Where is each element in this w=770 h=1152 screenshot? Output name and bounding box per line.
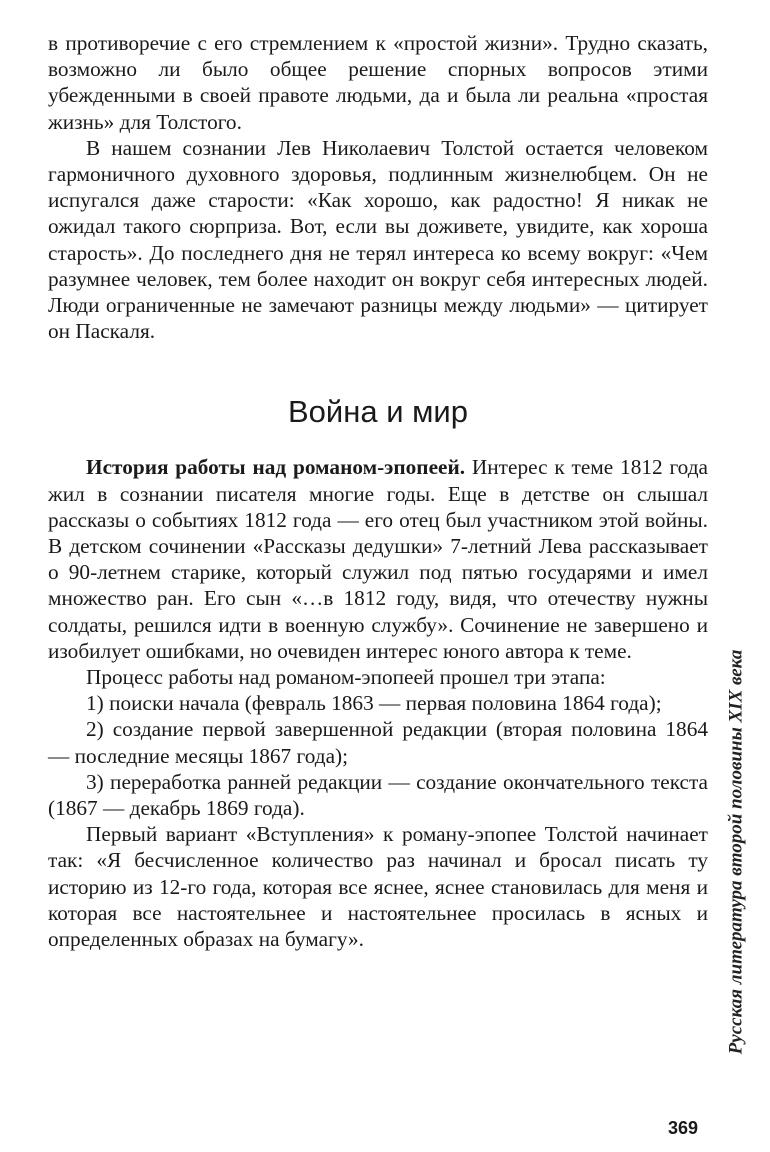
paragraph-lead-title: История работы над романом-эпопеей. [86,455,466,480]
text-column [48,30,708,952]
stage-item: 1) поиски начала (февраль 1863 — первая половина 1864 года); [86,691,662,716]
stage-item: 3) переработка ранней редакции — создание окончательного текста (1867 — декабрь 1869 года). [48,769,708,821]
paragraph-continued: в противоречие с его стремлением к «простой жизни». Трудно сказать, возможно ли было общее решение спорных вопросов этими убежденными в своей правоте людьми, да и была ли реальна «простая жизнь» для Толстого. [48,31,708,134]
paragraph-history [48,454,708,664]
side-title-text: Русская литература второй половины XIX века [725,649,747,1055]
page-number: 369 [668,1118,699,1138]
paragraph-process-intro: Процесс работы над романом-эпопеей прошел три этапа: [86,665,606,690]
stage-item: 2) создание первой завершенной редакции (вторая половина 1864 — последние месяцы 1867 года); [48,717,708,768]
paragraph-history-body: Интерес к теме 1812 года жил в сознании писателя многие годы. Еще в детстве он слышал рассказы о событиях 1812 года — его отец был участником этой войны. В детском сочинении «Рассказы дедушки» 7-летний Лева рассказывает о 90-летнем старике, который служил под пятью государями и имел множество ран. Его сын «…в 1812 году, видя, что отечеству нужны солдаты, решился идти в военную службу». Сочинение не завершено и изобилует ошибками, но очевиден интерес юного автора к теме. [48,455,708,663]
section-heading: Война и мир [287,394,468,430]
paragraph-tolstoy-health: В нашем сознании Лев Николаевич Толстой остается человеком гармоничного духовного здоровья, подлинным жизнелюбцем. Он не испугался даже старости: «Как хорошо, как радостно! Я никак не ожидал такого сюрприза. Вот, если вы доживете, увидите, как хороша старость». До последнего дня не терял интереса ко всему вокруг: «Чем разумнее человек, тем более находит он вокруг себя интересных людей. Люди ограниченные не замечают разницы между людьми» — цитирует он Паскаля. [48,135,708,344]
running-side-title [716,597,756,1107]
paragraph-closing-quote: Первый вариант «Вступления» к роману-эпопее Толстой начинает так: «Я бесчисленное количество раз начинал и бросал писать ту историю из 12-го года, которая все яснее, яснее становилась для меня и которая все настоятельнее и настоятельнее просилась в ясных и определенных образах на бумагу». [48,822,708,952]
